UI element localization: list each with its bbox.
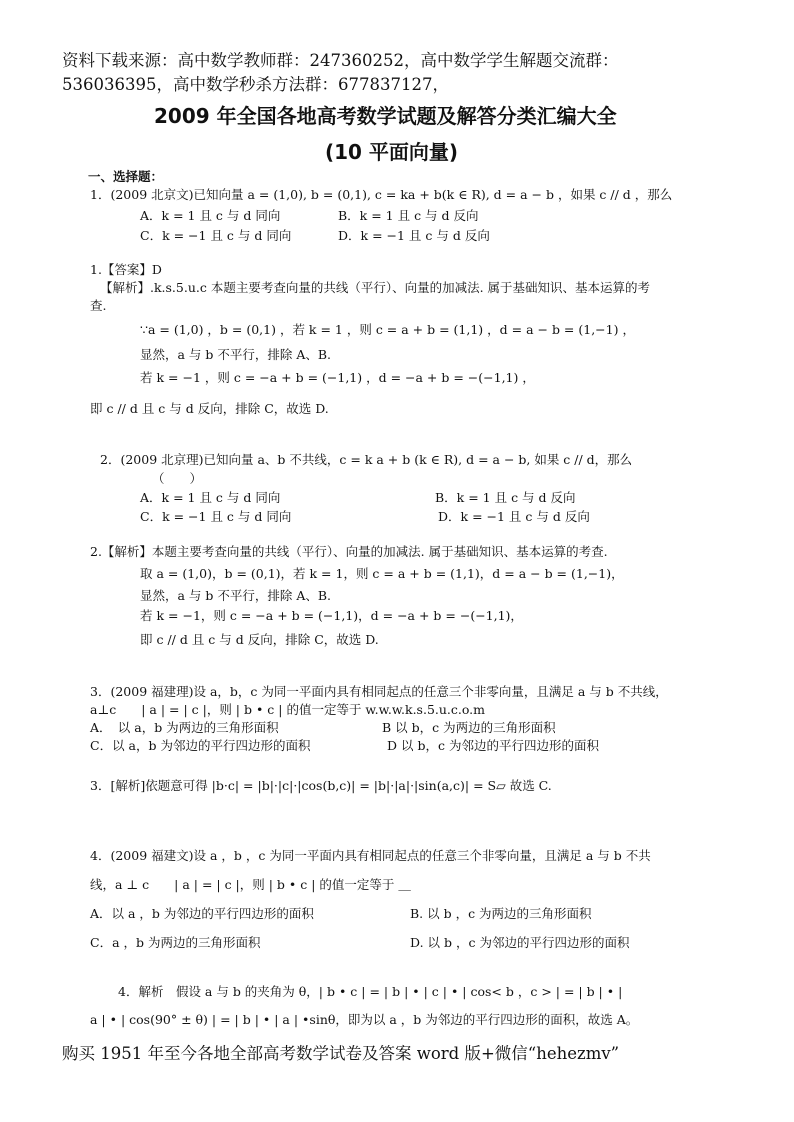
- q1-option-a: A．k = 1 且 c 与 d 同向: [140, 208, 281, 223]
- q4-option-b: B. 以 b ，c 为两边的三角形面积: [410, 906, 592, 921]
- q4-stem-line-2: 线，a ⊥ c | a | = | c |，则 | b • c | 的值一定等于 ＿: [90, 877, 411, 892]
- q1-option-d: D．k = −1 且 c 与 d 反向: [338, 228, 490, 243]
- q2-stem: 2．(2009 北京理)已知向量 a、b 不共线，c = k a + b (k ∈ R), d = a − b, 如果 c // d，那么: [100, 452, 633, 467]
- q3-stem-line-1: 3．(2009 福建理)设 a，b，c 为同一平面内具有相同起点的任意三个非零向量，且满足 a 与 b 不共线，: [90, 684, 668, 699]
- q2-option-a: A．k = 1 且 c 与 d 同向: [140, 490, 281, 505]
- q2-solution-line-3: 若 k = −1，则 c = −a + b = (−1,1)，d = −a + b = −(−1,1)，: [140, 608, 523, 623]
- q3-option-b: B 以 b，c 为两边的三角形面积: [382, 720, 556, 735]
- q1-analysis-line-1: 【解析】.k.s.5.u.c 本题主要考查向量的共线（平行）、向量的加减法. 属于基础知识、基本运算的考: [100, 280, 651, 295]
- q4-analysis-line-2: a | • | cos(90° ± θ) | = | b | • | a | •sinθ，即为以 a ，b 为邻边的平行四边形的面积，故选 A。: [90, 1012, 639, 1027]
- q4-analysis-line-1: 4．解析 假设 a 与 b 的夹角为 θ，| b • c | = | b | • | c | • | cos< b ，c > | = | b | • |: [118, 984, 623, 999]
- q3-option-d: D 以 b，c 为邻边的平行四边形的面积: [387, 738, 599, 753]
- q2-option-c: C．k = −1 且 c 与 d 同向: [140, 509, 292, 524]
- q4-option-c: C．a ，b 为两边的三角形面积: [90, 935, 261, 950]
- q4-option-a: A．以 a ，b 为邻边的平行四边形的面积: [90, 906, 314, 921]
- q1-option-b: B．k = 1 且 c 与 d 反向: [338, 208, 479, 223]
- q1-solution-line-3: 若 k = −1 ，则 c = −a + b = (−1,1) ，d = −a + b = −(−1,1) ，: [140, 370, 535, 385]
- footer-note: 购买 1951 年至今各地全部高考数学试卷及答案 word 版+微信“hehezmv”: [62, 1044, 620, 1063]
- q2-option-b: B．k = 1 且 c 与 d 反向: [435, 490, 576, 505]
- q3-option-c: C．以 a，b 为邻边的平行四边形的面积: [90, 738, 311, 753]
- q1-solution-line-1: ∵a = (1,0) ，b = (0,1) ，若 k = 1 ，则 c = a + b = (1,1) ，d = a − b = (1,−1) ，: [140, 322, 635, 337]
- header-line-2: 536036395，高中数学秒杀方法群：677837127，: [62, 75, 449, 94]
- section-heading: 一、选择题：: [88, 169, 164, 184]
- q3-analysis: 3．[解析]依题意可得 |b·c| = |b|·|c|·|cos(b,c)| = |b|·|a|·|sin(a,c)| = S▱ 故选 C.: [90, 778, 552, 793]
- q3-option-a: A． 以 a，b 为两边的三角形面积: [90, 720, 279, 735]
- q1-stem: 1．(2009 北京文)已知向量 a = (1,0), b = (0,1), c = ka + b(k ∈ R), d = a − b ，如果 c // d ，那么: [90, 187, 673, 202]
- q2-analysis: 2.【解析】本题主要考查向量的共线（平行）、向量的加减法. 属于基础知识、基本运算的考查.: [90, 544, 608, 559]
- document-title: 2009 年全国各地高考数学试题及解答分类汇编大全: [154, 104, 617, 128]
- q1-solution-line-4: 即 c // d 且 c 与 d 反向，排除 C，故选 D.: [90, 401, 329, 416]
- document-subtitle: (10 平面向量): [325, 140, 459, 164]
- q4-stem-line-1: 4．(2009 福建文)设 a ，b ，c 为同一平面内具有相同起点的任意三个非零向量，且满足 a 与 b 不共: [90, 848, 651, 863]
- header-line-1: 资料下载来源：高中数学教师群：247360252，高中数学学生解题交流群：: [62, 51, 619, 70]
- q1-solution-line-2: 显然，a 与 b 不平行，排除 A、B.: [140, 347, 332, 362]
- q1-option-c: C．k = −1 且 c 与 d 同向: [140, 228, 292, 243]
- q2-solution-line-4: 即 c // d 且 c 与 d 反向，排除 C，故选 D.: [140, 632, 379, 647]
- q1-answer: 1.【答案】D: [90, 262, 162, 277]
- q2-option-d: D．k = −1 且 c 与 d 反向: [438, 509, 590, 524]
- q2-paren: （ ）: [152, 471, 203, 486]
- q2-solution-line-1: 取 a = (1,0)，b = (0,1)，若 k = 1，则 c = a + b = (1,1)，d = a − b = (1,−1)，: [140, 566, 624, 581]
- q1-analysis-line-2: 查.: [90, 298, 107, 313]
- q3-stem-line-2: a⊥c | a | = | c |，则 | b • c | 的值一定等于 w.w.w.k.s.5.u.c.o.m: [90, 702, 485, 717]
- q4-option-d: D. 以 b ，c 为邻边的平行四边形的面积: [410, 935, 630, 950]
- q2-solution-line-2: 显然，a 与 b 不平行，排除 A、B.: [140, 588, 332, 603]
